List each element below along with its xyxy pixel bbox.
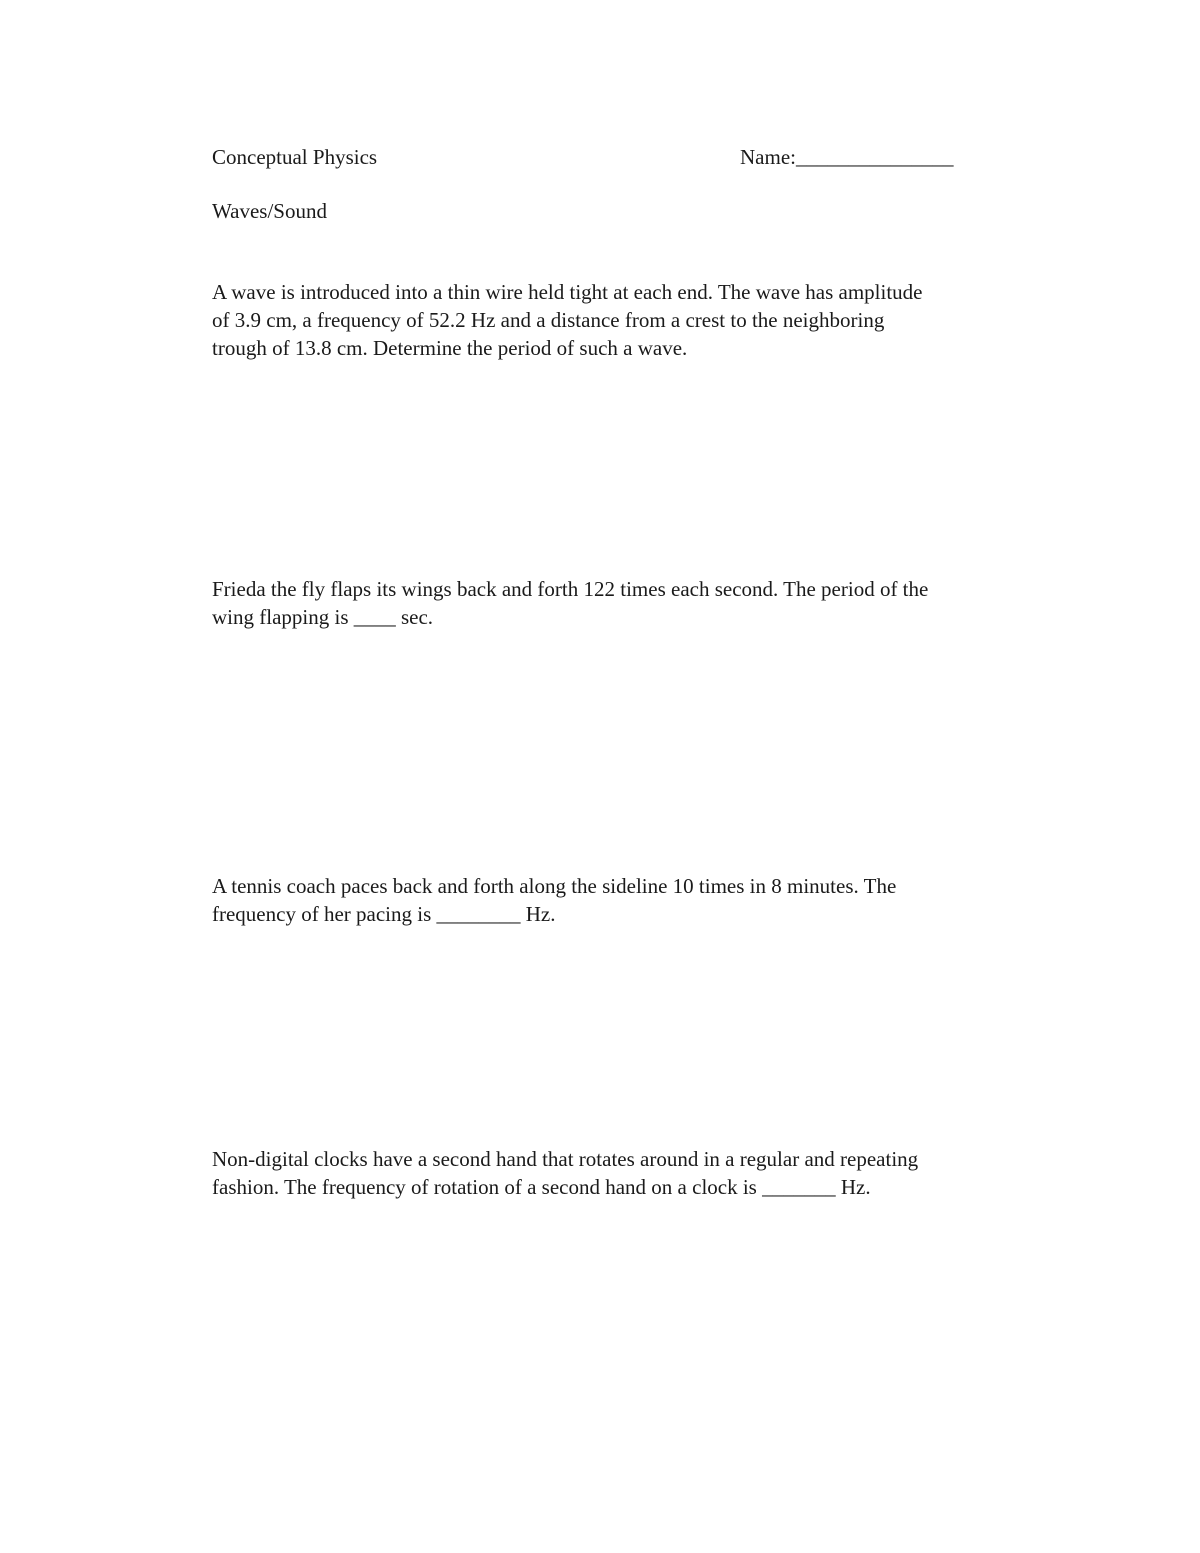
question-line: A wave is introduced into a thin wire held tight at each end. The wave has amplitude — [212, 280, 923, 304]
question-1 — [212, 278, 1032, 362]
question-line: frequency of her pacing is ________ Hz. — [212, 902, 556, 926]
question-2 — [212, 575, 1032, 631]
question-3 — [212, 872, 1032, 928]
question-line: trough of 13.8 cm. Determine the period of such a wave. — [212, 336, 688, 360]
course-title: Conceptual Physics — [212, 145, 378, 169]
question-line: wing flapping is ____ sec. — [212, 605, 434, 629]
question-line: Frieda the fly flaps its wings back and forth 122 times each second. The period of the — [212, 577, 929, 601]
question-4 — [212, 1145, 1032, 1201]
name-field: Name:_______________ — [740, 145, 954, 169]
question-line: Non-digital clocks have a second hand that rotates around in a regular and repeating — [212, 1147, 919, 1171]
question-line: A tennis coach paces back and forth along the sideline 10 times in 8 minutes. The — [212, 874, 897, 898]
question-line: fashion. The frequency of rotation of a second hand on a clock is _______ Hz. — [212, 1175, 871, 1199]
unit-title: Waves/Sound — [212, 199, 327, 223]
question-line: of 3.9 cm, a frequency of 52.2 Hz and a distance from a crest to the neighboring — [212, 308, 885, 332]
